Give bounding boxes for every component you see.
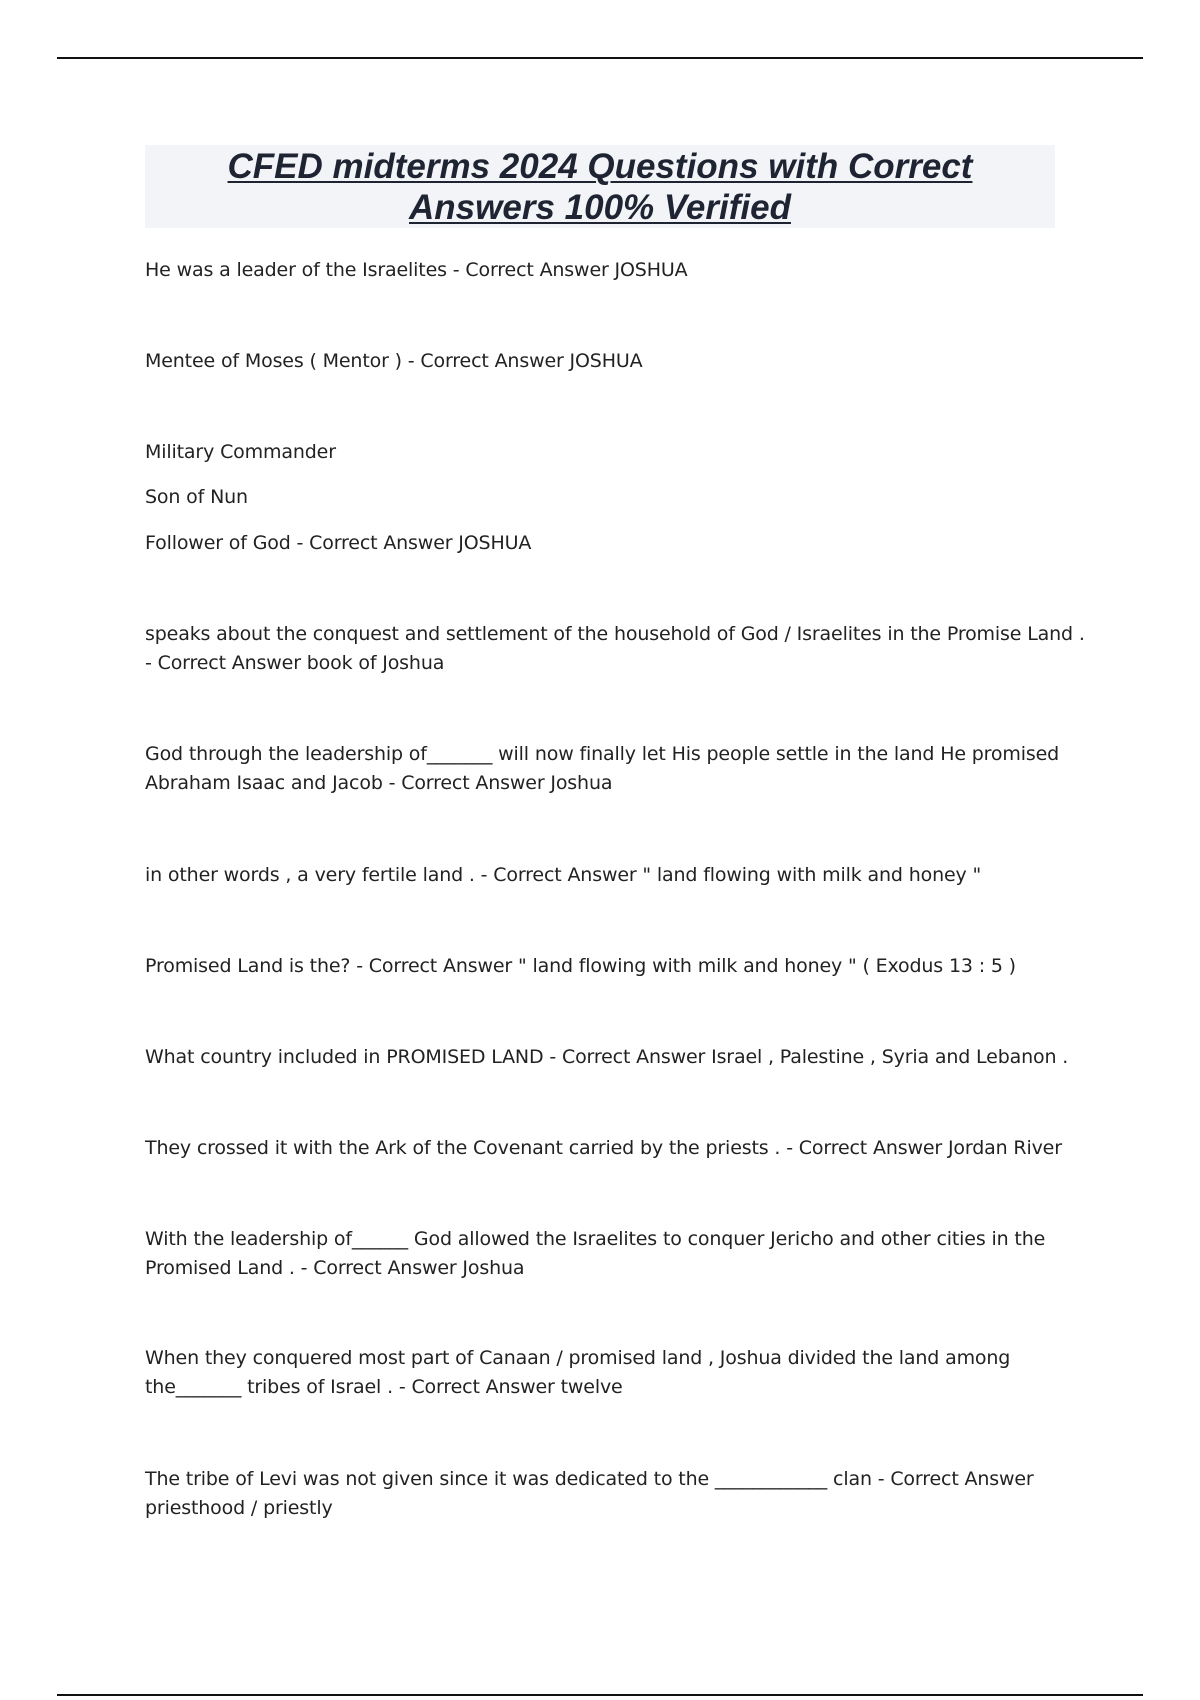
qa-item-13 [145, 1344, 1065, 1402]
qa-item-2 [145, 347, 1065, 376]
qa-line: Mentee of Moses ( Mentor ) - Correct Answer JOSHUA [145, 350, 643, 372]
qa-line: He was a leader of the Israelites - Correct Answer JOSHUA [145, 259, 688, 281]
footer-rule [57, 1694, 1143, 1696]
qa-item-3 [145, 438, 1065, 467]
qa-item-8 [145, 861, 1065, 890]
qa-line: With the leadership of______ God allowed the Israelites to conquer Jericho and other cities in the [145, 1228, 1046, 1250]
qa-item-4 [145, 483, 1065, 512]
qa-line: When they conquered most part of Canaan / promised land , Joshua divided the land among [145, 1347, 1011, 1369]
qa-item-14 [145, 1465, 1065, 1523]
title-banner [145, 145, 1055, 228]
title-line-1: CFED midterms 2024 Questions with Correct [227, 147, 973, 186]
qa-item-6 [145, 620, 1085, 678]
qa-line: Promised Land is the? - Correct Answer " land flowing with milk and honey " ( Exodus 13 : 5 ) [145, 955, 1016, 977]
qa-line: speaks about the conquest and settlement of the household of God / Israelites in the Promise Land . [145, 623, 1085, 645]
qa-line: Abraham Isaac and Jacob - Correct Answer Joshua [145, 772, 613, 794]
title-line-2: Answers 100% Verified [409, 188, 791, 227]
qa-item-5 [145, 529, 1065, 558]
qa-line: God through the leadership of_______ will now finally let His people settle in the land He promised [145, 743, 1060, 765]
header-rule [57, 57, 1143, 59]
qa-item-11 [145, 1134, 1065, 1163]
qa-line: Son of Nun [145, 486, 248, 508]
qa-line: They crossed it with the Ark of the Covenant carried by the priests . - Correct Answer Jordan River [145, 1137, 1062, 1159]
qa-line: Military Commander [145, 441, 336, 463]
qa-item-10 [145, 1043, 1069, 1072]
qa-line: - Correct Answer book of Joshua [145, 652, 445, 674]
qa-line: priesthood / priestly [145, 1497, 333, 1519]
qa-line: Promised Land . - Correct Answer Joshua [145, 1257, 525, 1279]
qa-line: The tribe of Levi was not given since it was dedicated to the ____________ clan - Correct Answer [145, 1468, 1034, 1490]
document-title [145, 145, 1055, 228]
qa-line: in other words , a very fertile land . - Correct Answer " land flowing with milk and honey " [145, 864, 982, 886]
qa-item-7 [145, 740, 1065, 798]
qa-item-12 [145, 1225, 1065, 1283]
qa-line: What country included in PROMISED LAND - Correct Answer Israel , Palestine , Syria and Lebanon . [145, 1046, 1069, 1068]
qa-line: the_______ tribes of Israel . - Correct Answer twelve [145, 1376, 623, 1398]
qa-line: Follower of God - Correct Answer JOSHUA [145, 532, 532, 554]
qa-item-9 [145, 952, 1065, 981]
qa-item-1 [145, 256, 1065, 285]
